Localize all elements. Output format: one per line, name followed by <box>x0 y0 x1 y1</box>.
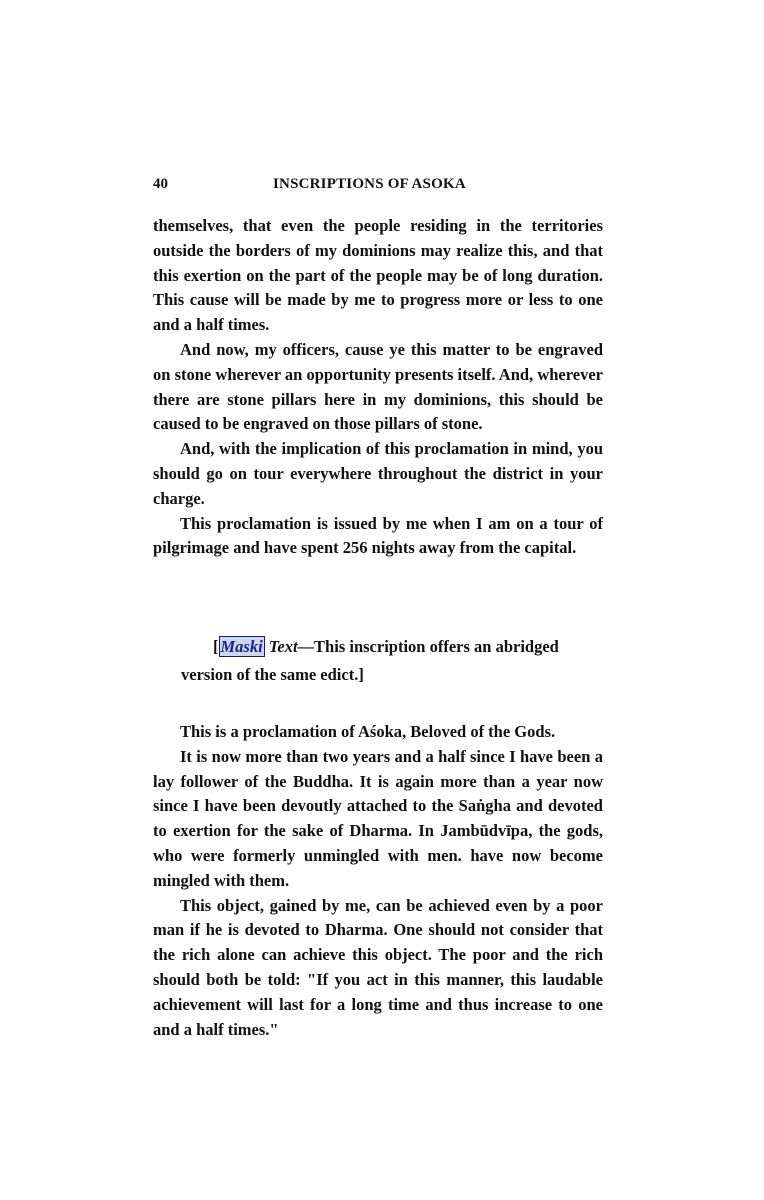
text-section-1 <box>153 214 603 561</box>
note-line-2: version of the same edict.] <box>181 665 364 684</box>
paragraph: It is now more than two years and a half since I have been a lay follower of the Buddha. It is again more than a year now since I have been devoutly attached to the Saṅgha and devoted to exertion for the sake of Dharma. In Jambūdvīpa, the gods, who were formerly unmingled with men. have now become mingled with them. <box>153 746 603 890</box>
paragraph: themselves, that even the people residing in the territories outside the borders of my dominions may realize this, and that this exertion on the part of the people may be of long duration. This cause will be made by me to progress more or less to one and a half times. <box>153 216 603 335</box>
paragraph: This object, gained by me, can be achieved even by a poor man if he is devoted to Dharma. One should not consider that the rich alone can achieve this object. The poor and the rich should both be told: "If you act in this manner, this laudable achievement will last for a long time and thus increase to one and a half times." <box>153 895 603 1039</box>
editorial-note <box>181 633 591 689</box>
note-open-bracket: [ <box>213 637 219 656</box>
paragraph: This is a proclamation of Aśoka, Beloved of the Gods. <box>180 722 556 741</box>
page-number: 40 <box>153 176 168 192</box>
running-title: INSCRIPTIONS OF ASOKA <box>273 176 466 192</box>
note-line-1 <box>181 633 591 661</box>
paragraph: And now, my officers, cause ye this matter to be engraved on stone wherever an opportunity presents itself. And, wherever there are stone pillars here in my dominions, this should be caused to be engraved on those pillars of stone. <box>153 339 603 434</box>
paragraph: And, with the implication of this proclamation in mind, you should go on tour everywhere throughout the district in your charge. <box>153 439 603 508</box>
page-header <box>153 176 603 198</box>
paragraph: This proclamation is issued by me when I am on a tour of pilgrimage and have spent 256 nights away from the capital. <box>153 513 603 558</box>
note-italic-word: Text <box>268 637 298 656</box>
highlighted-word[interactable]: Maski <box>220 637 263 656</box>
note-line-1-rest: —This inscription offers an abridged <box>297 637 559 656</box>
text-section-2 <box>153 720 603 1042</box>
